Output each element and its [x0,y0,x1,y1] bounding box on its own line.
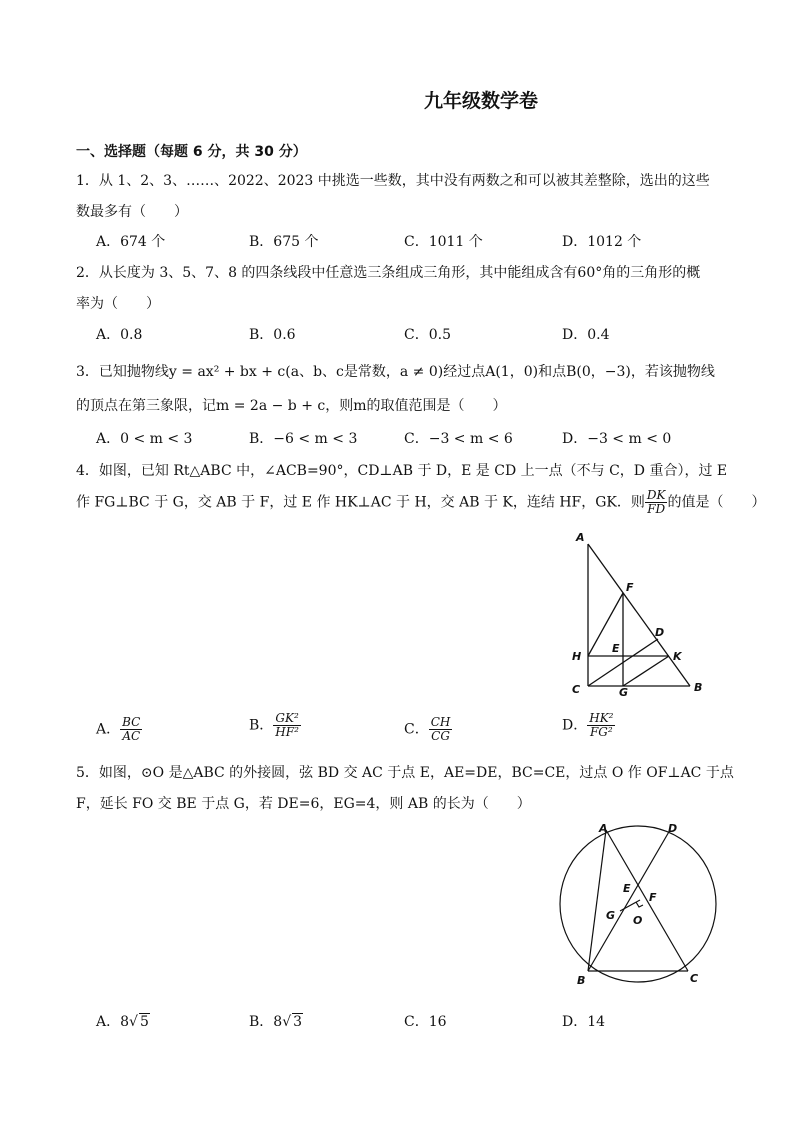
q4-line2-text: 作 FG⊥BC 于 G，交 AB 于 F，过 E 作 HK⊥AC 于 H，交 AB 于 K，连结 HF，GK．则 [76,494,645,511]
q5-option-b-label: B． [249,1014,274,1030]
q3-option-c: C．−3 < m < 6 [404,431,513,447]
q4-segment-ab [588,544,690,686]
q5-figure [548,818,724,984]
q4-option-a-label: A． [96,721,121,738]
q5-option-d [562,1011,605,1031]
q4-line1: 4．如图，已知 Rt△ABC 中，∠ACB=90°，CD⊥AB 于 D，E 是 CD 上一点（不与 C，D 重合），过 E [76,463,728,479]
q4-option-b-label: B． [249,717,274,734]
q4-fraction-den: FD [647,502,666,516]
q1-line2: 数最多有（ ） [76,204,188,220]
q4-option-d [562,712,615,739]
q4-label-h: H [572,650,582,663]
q4-label-c: C [572,683,581,696]
q4-label-f: F [626,581,634,594]
q2-option-a: A．0.8 [96,327,143,343]
q4-label-k: K [673,650,682,663]
q4-option-a-den: AC [122,729,141,743]
q4-option-a [96,716,142,743]
q2-line1: 2．从长度为 3、5、7、8 的四条线段中任意选三条组成三角形，其中能组成含有60°角的三角形的概 [76,265,701,281]
q4-label-b: B [694,681,703,694]
q4-option-c-num: CH [430,715,451,729]
q5-label-d: D [668,822,678,835]
q5-label-e: E [623,882,631,895]
q4-segment-gk [623,656,669,686]
q5-radical-sign: √ [282,1014,292,1030]
q5-option-c-label: C． [404,1014,429,1030]
q5-option-a-label: A． [96,1014,121,1030]
q1-option-d: D．1012 个 [562,234,642,250]
q5-line2: F，延长 FO 交 BE 于点 G，若 DE=6，EG=4，则 AB 的长为（ ） [76,796,531,812]
q5-label-c: C [690,972,699,984]
q5-option-b [249,1011,303,1031]
q5-segment-ab [588,830,606,971]
q1-line1: 1．从 1、2、3、……、2022、2023 中挑选一些数，其中没有两数之和可以被其差整除，选出的这些 [76,173,710,189]
q4-fraction-num: DK [646,488,666,502]
q3-option-b: B．−6 < m < 3 [249,431,358,447]
q5-option-b-radicand: 3 [293,1014,303,1030]
q4-line2 [76,489,765,516]
q5-label-g: G [606,909,616,922]
q2-option-c: C．0.5 [404,327,451,343]
q4-fraction [645,489,668,516]
q4-option-d-den: FG² [589,725,613,739]
page-title: 九年级数学卷 [424,90,539,112]
q5-segment-fg [620,900,640,911]
q5-line1: 5．如图，⊙O 是△ABC 的外接圆，弦 BD 交 AC 于点 E，AE=DE，BC=CE，过点 O 作 OF⊥AC 于点 [76,765,734,781]
q4-line2-end: 的值是（ ） [667,494,766,511]
q1-option-c: C．1011 个 [404,234,483,250]
q3-option-a: A．0 < m < 3 [96,431,193,447]
q1-option-b: B．675 个 [249,234,319,250]
q3-line2: 的顶点在第三象限，记m = 2a − b + c，则m的取值范围是（ ） [76,398,507,414]
q2-option-b: B．0.6 [249,327,296,343]
q5-radical-sign: √ [129,1014,138,1030]
q4-option-d-label: D． [562,717,588,734]
q5-segment-ac [606,830,688,971]
q4-label-a: A [576,531,585,544]
q4-label-e: E [612,642,620,655]
q4-option-c [404,716,452,743]
q2-line2: 率为（ ） [76,296,160,312]
q5-option-c [404,1011,447,1031]
q4-option-a-num: BC [122,715,141,729]
q5-label-f: F [649,891,657,904]
q3-line1: 3．已知抛物线y = ax² + bx + c(a、b、c是常数，a ≠ 0)经过点A(1，0)和点B(0，−3)，若该抛物线 [76,364,715,380]
q5-circle [560,826,716,982]
q5-option-c-value: 16 [428,1014,447,1030]
q5-label-o: O [633,914,643,927]
q5-segment-bd [588,830,670,971]
q4-option-d-num: HK² [589,711,614,725]
q5-option-a [96,1011,150,1031]
q5-option-d-label: D． [562,1014,588,1030]
q1-option-a: A．674 个 [96,234,166,250]
q5-option-b-coef: 8 [273,1014,283,1030]
q4-option-c-label: C． [404,721,429,738]
q5-label-b: B [577,974,586,984]
q5-option-a-coef: 8 [120,1014,130,1030]
q5-right-angle-mark [636,902,643,907]
q5-option-a-radicand: 5 [139,1014,149,1030]
q5-label-a: A [599,822,608,835]
q4-label-d: D [655,626,665,639]
q4-label-g: G [619,686,629,698]
q4-option-b-den: HF² [275,725,299,739]
q4-option-b-num: GK² [273,712,301,726]
q2-option-d: D．0.4 [562,327,610,343]
q4-option-b [249,712,301,739]
q3-option-d: D．−3 < m < 0 [562,431,672,447]
section-heading: 一、选择题（每题 6 分，共 30 分） [76,144,307,160]
q5-option-d-value: 14 [587,1014,606,1030]
q4-figure [566,528,716,698]
q4-option-c-den: CG [431,729,450,743]
